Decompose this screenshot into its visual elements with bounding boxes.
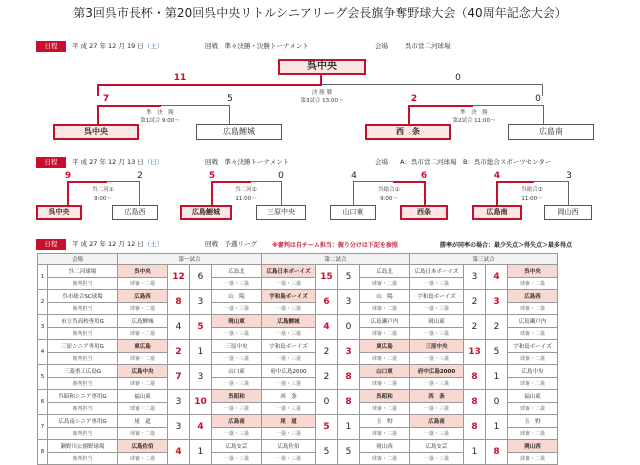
row-number: 5 bbox=[38, 365, 48, 390]
team-b: 宇和島ボーイズ bbox=[508, 340, 558, 353]
team-a: 広島中央 bbox=[118, 365, 168, 378]
referee-a: 球審・二塁 bbox=[118, 377, 168, 390]
score-b: 1 bbox=[190, 440, 212, 465]
qf1-team-a: 呉中央 bbox=[36, 205, 82, 220]
referee-b: 球審・二塁 bbox=[508, 277, 558, 290]
team-a: 宇和島ボーイズ bbox=[262, 290, 316, 303]
page-title: 第3回呉市長杯・第20回呉中央リトルシニアリーグ会長旗争奪野球大会（40周年記念大会） bbox=[73, 6, 567, 20]
score-a: 8 bbox=[464, 390, 486, 415]
score-b: 5 bbox=[338, 265, 360, 290]
referee-note: ※審判は自チーム担当：振り分けは下記を参照 bbox=[272, 242, 398, 249]
qf2-score-a: 5 bbox=[208, 171, 216, 181]
referee-a: 一塁・三塁 bbox=[262, 327, 316, 340]
score-a: 2 bbox=[316, 340, 338, 365]
team-b: 広島瀬戸内 bbox=[360, 315, 410, 328]
score-b: 1 bbox=[486, 365, 508, 390]
referee-b: 球審・二塁 bbox=[360, 352, 410, 365]
round-3: 回戦 予選リーグ bbox=[205, 240, 257, 248]
referee-a: 一塁・三塁 bbox=[262, 402, 316, 415]
referee-a: 球審・二塁 bbox=[118, 302, 168, 315]
venue-name: 呉二河球場 bbox=[48, 265, 118, 278]
score-b: 3 bbox=[190, 290, 212, 315]
score-b: 8 bbox=[338, 365, 360, 390]
table-row bbox=[38, 415, 558, 428]
referee-label: 審判担当 bbox=[48, 352, 118, 365]
team-b: 山 陽 bbox=[212, 290, 262, 303]
team-a: 宇和島ボーイズ bbox=[410, 290, 464, 303]
day-of-week: （土） bbox=[143, 42, 164, 50]
venue-name: 三菱重工広島G bbox=[48, 365, 118, 378]
qf3-time: 9:00～ bbox=[380, 196, 398, 202]
team-saijo-semi: 西 条 bbox=[365, 124, 451, 140]
score-b: 0 bbox=[486, 390, 508, 415]
referee-a: 一塁・三塁 bbox=[262, 452, 316, 465]
referee-b: 一塁・三塁 bbox=[212, 427, 262, 440]
score-a: 4 bbox=[168, 440, 190, 465]
table-row bbox=[38, 365, 558, 378]
team-b: 東広島 bbox=[360, 340, 410, 353]
referee-a: 球審・二塁 bbox=[118, 277, 168, 290]
referee-a: 一塁・三塁 bbox=[410, 377, 464, 390]
referee-b: 球審・二塁 bbox=[508, 427, 558, 440]
qf1-time: 9:00～ bbox=[94, 196, 112, 202]
referee-label: 審判担当 bbox=[48, 427, 118, 440]
score-b: 10 bbox=[190, 390, 212, 415]
final-label: 決 勝 戦 bbox=[312, 90, 332, 96]
referee-a: 一塁・三塁 bbox=[262, 352, 316, 365]
score-a: 8 bbox=[464, 365, 486, 390]
referee-b: 球審・二塁 bbox=[508, 352, 558, 365]
round-2: 回戦 準々決勝トーナメント bbox=[205, 158, 290, 166]
qf1-team-b: 広島西 bbox=[112, 205, 158, 220]
qf2-score-b: 0 bbox=[278, 171, 284, 181]
tiebreak-rule: 勝率が同率の場合：最少失点＞得失点＞最多得点 bbox=[440, 242, 573, 249]
referee-a: 一塁・三塁 bbox=[262, 302, 316, 315]
champion-box: 呉中央 bbox=[278, 59, 366, 75]
score-a: 5 bbox=[316, 440, 338, 465]
score-a: 13 bbox=[464, 340, 486, 365]
score-b: 1 bbox=[190, 340, 212, 365]
team-kure-chuo-semi: 呉中央 bbox=[53, 124, 139, 140]
team-b: 玉 野 bbox=[508, 415, 558, 428]
score-a: 2 bbox=[168, 340, 190, 365]
final-score-left: 11 bbox=[173, 73, 187, 83]
referee-a: 球審・二塁 bbox=[118, 452, 168, 465]
date-1 bbox=[72, 41, 163, 52]
score-a: 12 bbox=[168, 265, 190, 290]
date-text: 平 成 27 年 12 月 13 日 bbox=[72, 158, 144, 166]
table-row bbox=[38, 315, 558, 328]
team-b: 広島安芸 bbox=[212, 440, 262, 453]
qf4-score-a: 4 bbox=[493, 171, 501, 181]
venue-name: 呉市総合SC球場 bbox=[48, 290, 118, 303]
referee-b: 一塁・三塁 bbox=[212, 402, 262, 415]
row-number: 2 bbox=[38, 290, 48, 315]
qf1-note: 呉二河① bbox=[92, 187, 114, 193]
venue-name: 瀬野川公園野球場 bbox=[48, 440, 118, 453]
referee-b: 一塁・三塁 bbox=[212, 377, 262, 390]
qf3-team-b: 西条 bbox=[400, 205, 448, 220]
team-a: 広島鯉城 bbox=[262, 315, 316, 328]
score-b: 6 bbox=[190, 265, 212, 290]
final-game: 第3試合 13:00～ bbox=[300, 98, 344, 104]
score-b: 3 bbox=[338, 290, 360, 315]
team-a: 府中広島2000 bbox=[262, 365, 316, 378]
team-a: 広島安芸 bbox=[410, 440, 464, 453]
referee-b: 一塁・三塁 bbox=[212, 327, 262, 340]
referee-b: 一塁・三塁 bbox=[212, 352, 262, 365]
referee-b: 球審・二塁 bbox=[508, 302, 558, 315]
table-header bbox=[38, 254, 558, 265]
score-a: 2 bbox=[464, 290, 486, 315]
semi-right-score-a: 2 bbox=[410, 94, 418, 104]
semi-left-game: 第1試合 9:00～ bbox=[140, 118, 180, 124]
referee-label: 審判担当 bbox=[48, 452, 118, 465]
final-score-right: 0 bbox=[455, 73, 461, 83]
team-a: 福山東 bbox=[118, 390, 168, 403]
qf2-team-a: 広島鯉城 bbox=[180, 205, 232, 220]
referee-a: 一塁・三塁 bbox=[410, 352, 464, 365]
referee-a: 球審・二塁 bbox=[118, 402, 168, 415]
team-a: 西 条 bbox=[262, 390, 316, 403]
header-game2: 第二試合 bbox=[262, 254, 410, 265]
qf2-team-b: 三原中央 bbox=[256, 205, 306, 220]
referee-a: 一塁・三塁 bbox=[262, 377, 316, 390]
team-a: 西 条 bbox=[410, 390, 464, 403]
score-b: 0 bbox=[338, 315, 360, 340]
score-b: 3 bbox=[190, 365, 212, 390]
semi-left-score-a: 7 bbox=[102, 94, 110, 104]
table-row bbox=[38, 390, 558, 403]
referee-a: 一塁・三塁 bbox=[410, 277, 464, 290]
referee-b: 球審・二塁 bbox=[360, 302, 410, 315]
referee-a: 一塁・三塁 bbox=[410, 452, 464, 465]
team-a: 広島西 bbox=[118, 290, 168, 303]
team-b: 岡山西 bbox=[360, 440, 410, 453]
qf1-score-a: 9 bbox=[64, 171, 72, 181]
qf4-note: 呉総合② bbox=[521, 187, 543, 193]
team-b: 呉中央 bbox=[508, 265, 558, 278]
score-b: 8 bbox=[486, 440, 508, 465]
venue-name: 三原シニア専用G bbox=[48, 340, 118, 353]
schedule-tag-1: 日程 bbox=[36, 41, 66, 52]
semi-left-score-b: 5 bbox=[227, 94, 233, 104]
row-number: 6 bbox=[38, 390, 48, 415]
score-a: 4 bbox=[168, 315, 190, 340]
semi-right-game: 第2試合 11:00～ bbox=[452, 118, 496, 124]
team-a: 尾 道 bbox=[262, 415, 316, 428]
referee-b: 球審・二塁 bbox=[360, 427, 410, 440]
score-a: 3 bbox=[168, 390, 190, 415]
score-a: 1 bbox=[464, 440, 486, 465]
row-number: 8 bbox=[38, 440, 48, 465]
team-b: 山 陽 bbox=[360, 290, 410, 303]
team-b: 山口東 bbox=[212, 365, 262, 378]
referee-a: 一塁・三塁 bbox=[262, 277, 316, 290]
score-b: 5 bbox=[338, 440, 360, 465]
referee-a: 球審・二塁 bbox=[118, 427, 168, 440]
referee-a: 一塁・三塁 bbox=[410, 302, 464, 315]
score-b: 4 bbox=[190, 415, 212, 440]
qf3-team-a: 山口東 bbox=[330, 205, 376, 220]
qf4-team-a: 広島南 bbox=[472, 205, 522, 220]
team-b: 広島瀬戸内 bbox=[508, 315, 558, 328]
team-b: 岡山東 bbox=[212, 315, 262, 328]
date-text: 平 成 27 年 12 月 19 日 bbox=[72, 42, 144, 50]
team-a: 広島日本ボーイズ bbox=[262, 265, 316, 278]
score-b: 5 bbox=[190, 315, 212, 340]
league-table bbox=[37, 253, 558, 465]
qf3-note: 呉総合① bbox=[378, 187, 400, 193]
score-b: 8 bbox=[338, 390, 360, 415]
referee-b: 一塁・三塁 bbox=[212, 302, 262, 315]
team-b: 広島北 bbox=[212, 265, 262, 278]
schedule-tag-2: 日程 bbox=[36, 157, 66, 168]
table-row bbox=[38, 265, 558, 278]
referee-b: 球審・二塁 bbox=[360, 327, 410, 340]
venue-label-2: 会場 bbox=[375, 158, 388, 166]
referee-b: 球審・二塁 bbox=[360, 277, 410, 290]
qf3-score-b: 6 bbox=[420, 171, 428, 181]
referee-a: 球審・二塁 bbox=[118, 327, 168, 340]
team-a: 宇和島ボーイズ bbox=[262, 340, 316, 353]
team-b: 呉昭和 bbox=[212, 390, 262, 403]
semi-right-label: 準 決 勝 bbox=[460, 110, 488, 116]
qf4-team-b: 岡山西 bbox=[544, 205, 592, 220]
day-of-week: （日） bbox=[143, 158, 164, 166]
score-a: 15 bbox=[316, 265, 338, 290]
team-a: 三原中央 bbox=[410, 340, 464, 353]
team-a: 広島日本ボーイズ bbox=[410, 265, 464, 278]
referee-label: 審判担当 bbox=[48, 327, 118, 340]
qf4-score-b: 3 bbox=[566, 171, 572, 181]
score-a: 2 bbox=[464, 315, 486, 340]
team-hiroshima-minami-semi: 広島南 bbox=[508, 124, 594, 140]
score-b: 3 bbox=[338, 340, 360, 365]
team-b: 呉昭和 bbox=[360, 390, 410, 403]
score-a: 3 bbox=[464, 265, 486, 290]
referee-label: 審判担当 bbox=[48, 402, 118, 415]
row-number: 4 bbox=[38, 340, 48, 365]
venue-name: 市立呉高校専用G bbox=[48, 315, 118, 328]
team-b: 広島西 bbox=[508, 290, 558, 303]
date-2 bbox=[72, 157, 163, 168]
table-row bbox=[38, 440, 558, 453]
referee-a: 一塁・三塁 bbox=[410, 327, 464, 340]
team-b: 山口東 bbox=[360, 365, 410, 378]
referee-label: 審判担当 bbox=[48, 277, 118, 290]
score-b: 2 bbox=[486, 315, 508, 340]
team-a: 広島南 bbox=[410, 415, 464, 428]
team-b: 広島北 bbox=[360, 265, 410, 278]
day-of-week: （土） bbox=[143, 240, 164, 248]
qf3-score-a: 4 bbox=[351, 171, 357, 181]
score-b: 4 bbox=[486, 265, 508, 290]
score-b: 5 bbox=[486, 340, 508, 365]
referee-label: 審判担当 bbox=[48, 302, 118, 315]
score-a: 0 bbox=[316, 390, 338, 415]
qf1-score-b: 2 bbox=[137, 171, 143, 181]
team-b: 広島中央 bbox=[508, 365, 558, 378]
venue-name: 広島南シニア専用G bbox=[48, 415, 118, 428]
venue-name: 呉昭和シニア専用G bbox=[48, 390, 118, 403]
referee-a: 一塁・三塁 bbox=[410, 427, 464, 440]
score-a: 2 bbox=[316, 365, 338, 390]
team-a: 岡山東 bbox=[410, 315, 464, 328]
score-a: 8 bbox=[464, 415, 486, 440]
header-game1: 第一試合 bbox=[118, 254, 262, 265]
team-b: 三原中央 bbox=[212, 340, 262, 353]
referee-b: 球審・二塁 bbox=[360, 377, 410, 390]
referee-b: 球審・二塁 bbox=[508, 327, 558, 340]
team-b: 岡山西 bbox=[508, 440, 558, 453]
referee-label: 審判担当 bbox=[48, 377, 118, 390]
score-b: 3 bbox=[486, 290, 508, 315]
schedule-tag-3: 日程 bbox=[36, 239, 66, 250]
team-a: 呉中央 bbox=[118, 265, 168, 278]
score-a: 8 bbox=[168, 290, 190, 315]
referee-b: 球審・二塁 bbox=[360, 402, 410, 415]
referee-b: 球審・二塁 bbox=[508, 402, 558, 415]
venue-1: 呉市営二河球場 bbox=[405, 42, 451, 50]
date-text: 平 成 27 年 12 月 12 日 bbox=[72, 240, 144, 248]
score-a: 6 bbox=[316, 290, 338, 315]
qf4-time: 11:00～ bbox=[521, 196, 543, 202]
referee-a: 一塁・三塁 bbox=[410, 402, 464, 415]
team-a: 広島佐伯 bbox=[262, 440, 316, 453]
team-a: 尾 道 bbox=[118, 415, 168, 428]
venue-2: A：呉市営二河球場 B：呉市総合スポーツセンター bbox=[400, 158, 552, 166]
referee-b: 球審・二塁 bbox=[508, 377, 558, 390]
score-b: 1 bbox=[338, 415, 360, 440]
venue-label-1: 会場 bbox=[375, 42, 388, 50]
referee-a: 一塁・三塁 bbox=[262, 427, 316, 440]
team-b: 福山東 bbox=[508, 390, 558, 403]
qf2-time: 11:00～ bbox=[235, 196, 257, 202]
row-number: 1 bbox=[38, 265, 48, 290]
score-a: 5 bbox=[316, 415, 338, 440]
team-a: 広島佐伯 bbox=[118, 440, 168, 453]
score-a: 4 bbox=[316, 315, 338, 340]
team-a: 広島鯉城 bbox=[118, 315, 168, 328]
score-b: 1 bbox=[486, 415, 508, 440]
qf2-note: 呉二河② bbox=[235, 187, 257, 193]
referee-b: 一塁・三塁 bbox=[212, 452, 262, 465]
date-3 bbox=[72, 239, 163, 250]
header-venue: 会場 bbox=[38, 254, 118, 265]
team-b: 玉 野 bbox=[360, 415, 410, 428]
row-number: 7 bbox=[38, 415, 48, 440]
referee-b: 球審・二塁 bbox=[360, 452, 410, 465]
header-game3: 第三試合 bbox=[410, 254, 558, 265]
table-row bbox=[38, 340, 558, 353]
team-a: 東広島 bbox=[118, 340, 168, 353]
referee-b: 球審・二塁 bbox=[508, 452, 558, 465]
score-a: 3 bbox=[168, 415, 190, 440]
team-b: 広島南 bbox=[212, 415, 262, 428]
round-1: 回戦 準々決勝・決勝トーナメント bbox=[205, 42, 309, 50]
team-hiroshima-rijo-semi: 広島鯉城 bbox=[196, 124, 282, 140]
semi-right-score-b: 0 bbox=[535, 94, 541, 104]
referee-a: 球審・二塁 bbox=[118, 352, 168, 365]
score-a: 7 bbox=[168, 365, 190, 390]
row-number: 3 bbox=[38, 315, 48, 340]
referee-b: 一塁・三塁 bbox=[212, 277, 262, 290]
team-a: 府中広島2000 bbox=[410, 365, 464, 378]
table-row bbox=[38, 290, 558, 303]
semi-left-label: 準 決 勝 bbox=[146, 110, 174, 116]
